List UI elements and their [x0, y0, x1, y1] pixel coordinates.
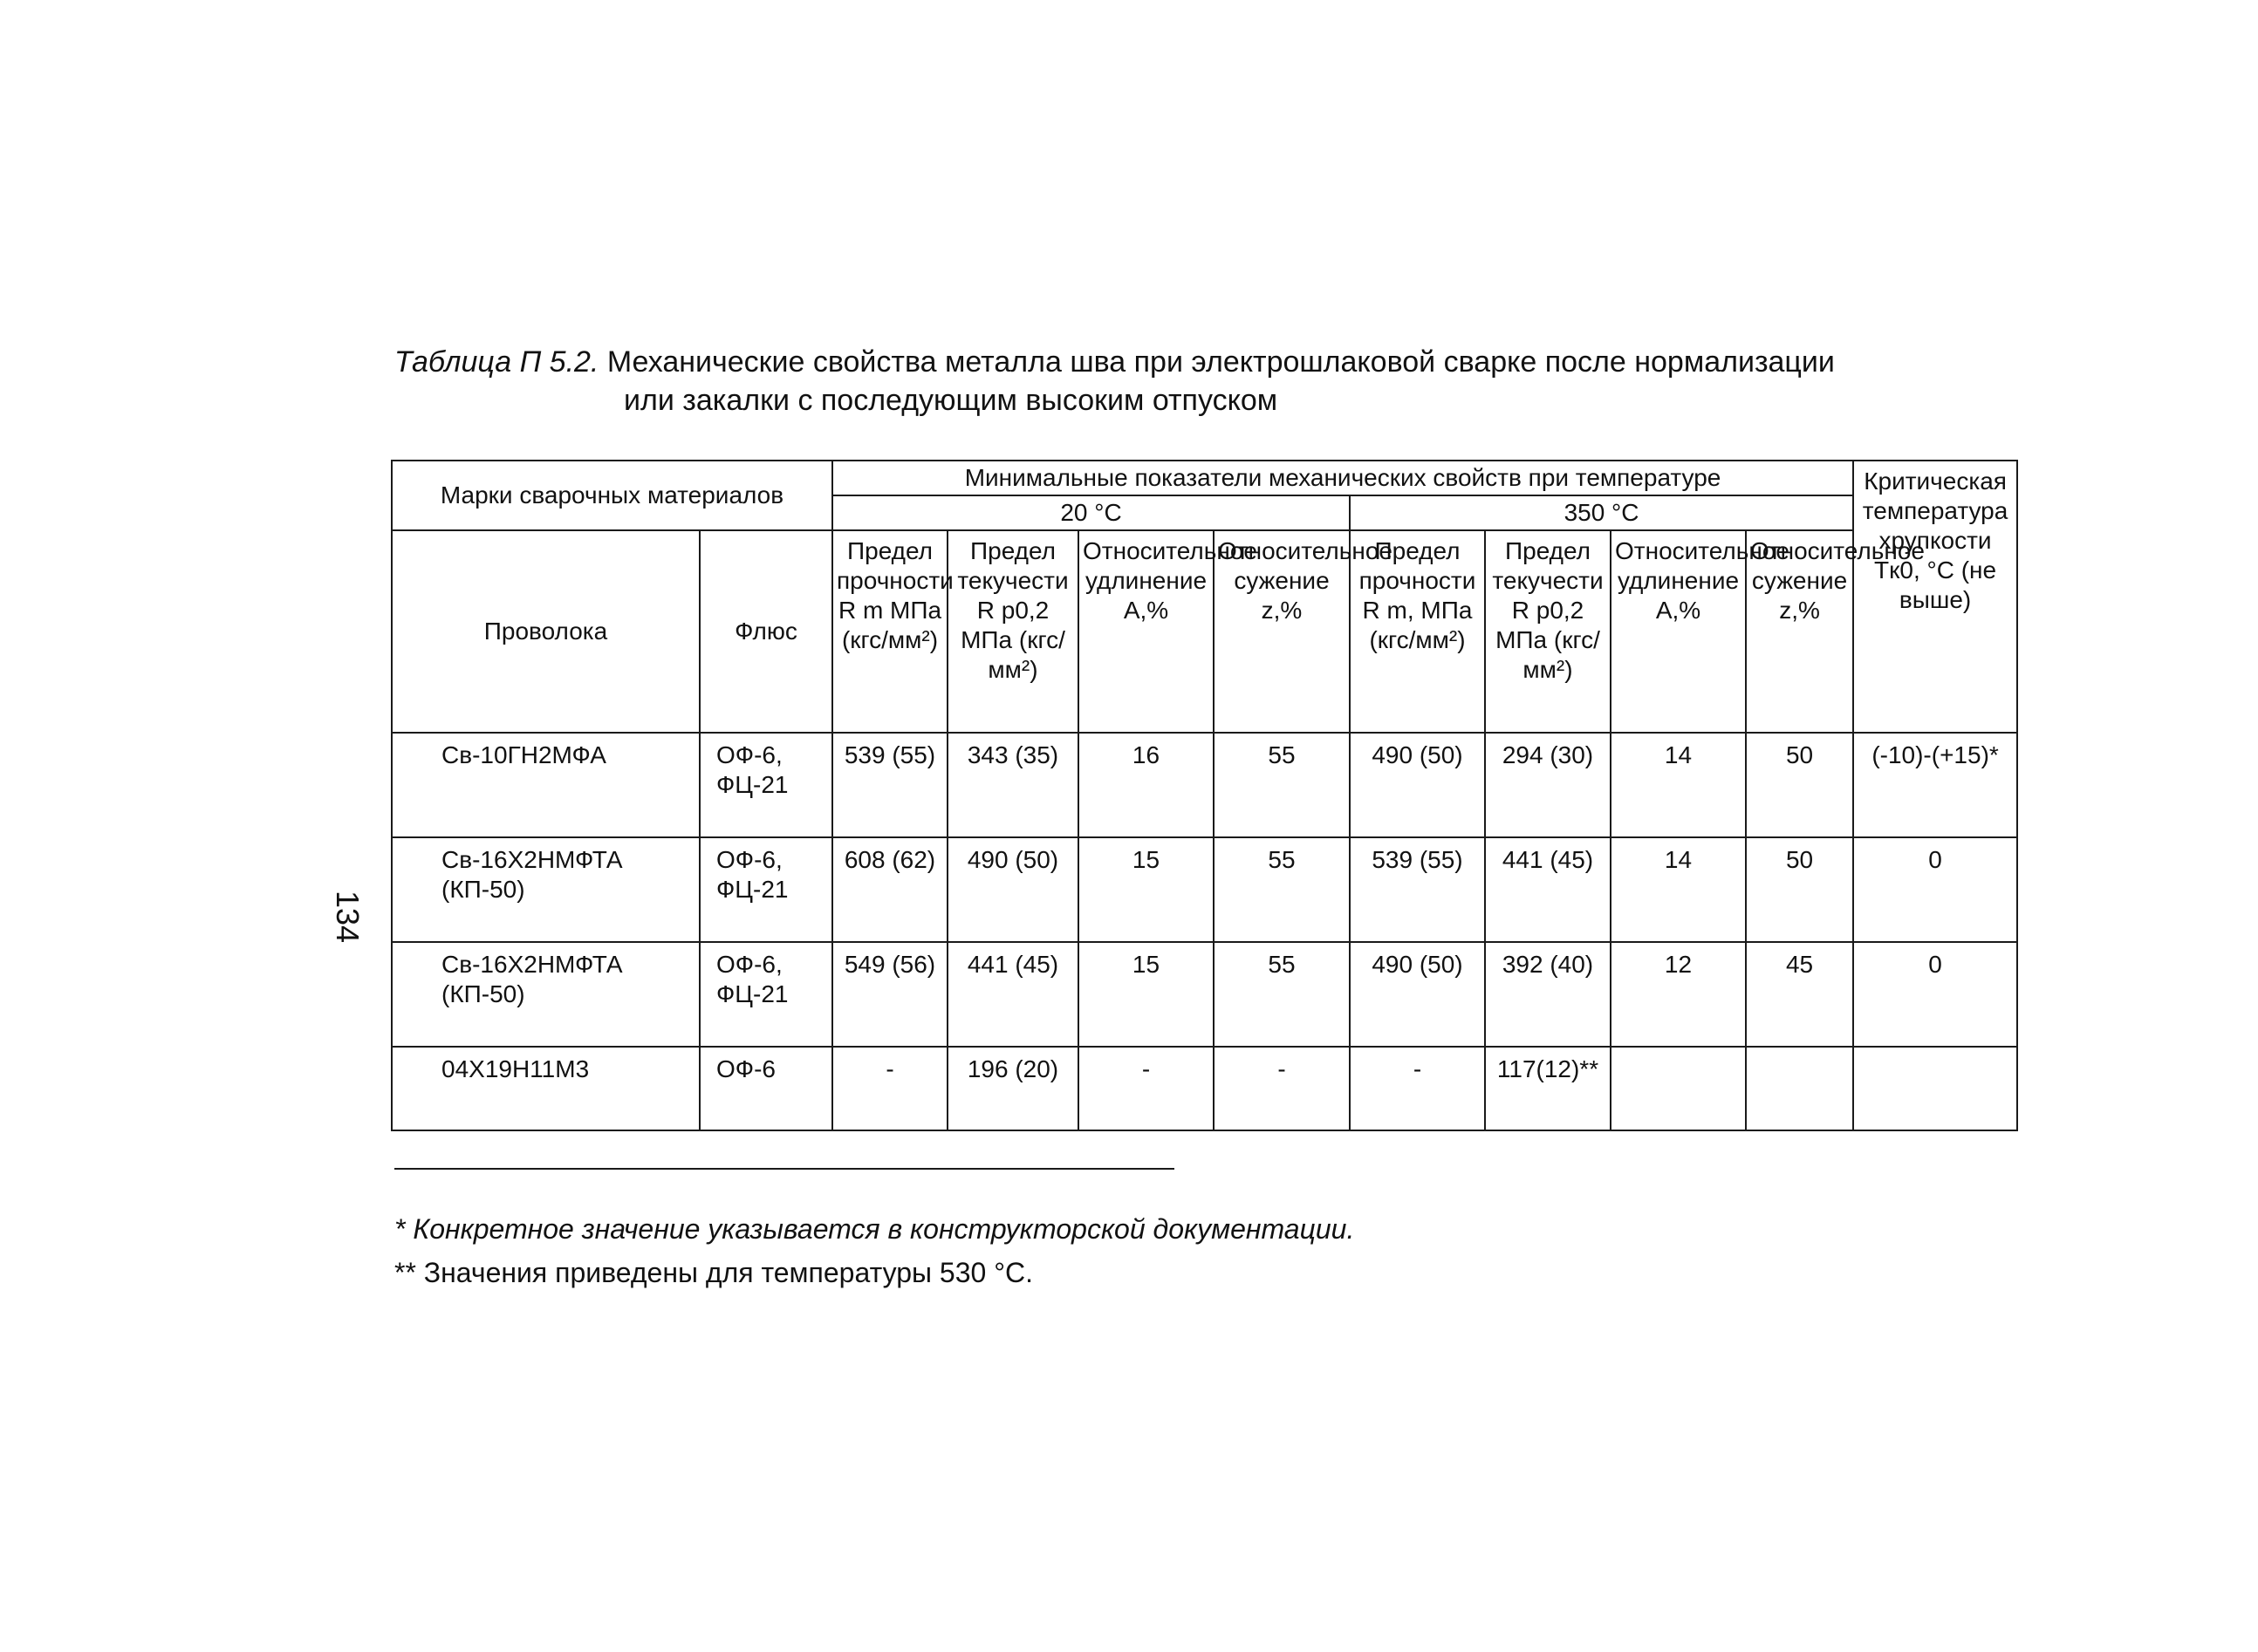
footnote-1: * Конкретное значение указывается в конструкторской документации.: [394, 1213, 1355, 1245]
cell-350-reduction: 50: [1746, 837, 1853, 942]
cell-wire: Св-10ГН2МФА: [392, 733, 700, 837]
cell-350-tensile: 490 (50): [1350, 733, 1485, 837]
cell-350-reduction: 50: [1746, 733, 1853, 837]
table-row: [392, 733, 2017, 837]
col-350-reduction: Относительное сужение z,%: [1746, 530, 1853, 733]
header-temp-350: 350 °C: [1350, 495, 1853, 530]
cell-350-reduction: [1746, 1047, 1853, 1130]
footnote-2: ** Значения приведены для температуры 530 °С.: [394, 1257, 1033, 1288]
cell-critical: [1853, 1047, 2017, 1130]
col-20-yield-strength: Предел текучести R p0,2 МПа (кгс/мм²): [948, 530, 1078, 733]
caption-lead: Таблица П 5.2.: [394, 345, 599, 379]
cell-20-elongation: 16: [1078, 733, 1214, 837]
cell-20-yield: 343 (35): [948, 733, 1078, 837]
cell-flux: ОФ-6: [700, 1047, 832, 1130]
footnotes: [394, 1207, 1703, 1294]
cell-20-tensile: 608 (62): [832, 837, 948, 942]
cell-critical: (-10)-(+15)*: [1853, 733, 2017, 837]
cell-20-reduction: 55: [1214, 733, 1350, 837]
header-temp-20: 20 °C: [832, 495, 1350, 530]
mechanical-properties-table: [391, 460, 2018, 1131]
header-materials: Марки сварочных материалов: [392, 461, 832, 530]
cell-wire: Св-16Х2НМФТА (КП-50): [392, 837, 700, 942]
footnote-divider: [394, 1168, 1174, 1170]
cell-20-tensile: 549 (56): [832, 942, 948, 1047]
cell-20-reduction: -: [1214, 1047, 1350, 1130]
header-min-props: Минимальные показатели механических свойств при температуре: [832, 461, 1853, 495]
cell-20-reduction: 55: [1214, 837, 1350, 942]
cell-350-elongation: 14: [1611, 733, 1746, 837]
table-row: [392, 1047, 2017, 1130]
cell-20-elongation: -: [1078, 1047, 1214, 1130]
cell-critical: 0: [1853, 942, 2017, 1047]
col-flux: Флюс: [700, 530, 832, 733]
col-20-elongation: Относительное удлинение A,%: [1078, 530, 1214, 733]
cell-20-yield: 490 (50): [948, 837, 1078, 942]
cell-350-yield: 392 (40): [1485, 942, 1611, 1047]
cell-350-tensile: -: [1350, 1047, 1485, 1130]
cell-wire: Св-16Х2НМФТА (КП-50): [392, 942, 700, 1047]
cell-350-yield: 117(12)**: [1485, 1047, 1611, 1130]
col-350-elongation: Относительное удлинение A,%: [1611, 530, 1746, 733]
col-wire: Проволока: [392, 530, 700, 733]
cell-20-tensile: 539 (55): [832, 733, 948, 837]
cell-flux: ОФ-6, ФЦ-21: [700, 942, 832, 1047]
col-20-reduction: Относительное сужение z,%: [1214, 530, 1350, 733]
cell-350-tensile: 539 (55): [1350, 837, 1485, 942]
cell-350-tensile: 490 (50): [1350, 942, 1485, 1047]
cell-350-elongation: 12: [1611, 942, 1746, 1047]
header-critical-temperature: Критическая температура хрупкости Tк0, °C (не выше): [1853, 461, 2017, 733]
col-20-tensile-strength: Предел прочности R m МПа (кгс/мм²): [832, 530, 948, 733]
cell-350-reduction: 45: [1746, 942, 1853, 1047]
caption-line2: или закалки с последующим высоким отпуском: [624, 384, 1278, 417]
cell-20-elongation: 15: [1078, 837, 1214, 942]
cell-350-elongation: 14: [1611, 837, 1746, 942]
cell-350-elongation: [1611, 1047, 1746, 1130]
table-row: [392, 837, 2017, 942]
table-caption: [394, 343, 2052, 420]
cell-350-yield: 294 (30): [1485, 733, 1611, 837]
table-row: [392, 942, 2017, 1047]
cell-flux: ОФ-6, ФЦ-21: [700, 837, 832, 942]
cell-20-yield: 196 (20): [948, 1047, 1078, 1130]
cell-20-tensile: -: [832, 1047, 948, 1130]
cell-350-yield: 441 (45): [1485, 837, 1611, 942]
caption-line1: Механические свойства металла шва при электрошлаковой сварке после нормализации: [606, 345, 1835, 379]
cell-20-yield: 441 (45): [948, 942, 1078, 1047]
col-350-tensile-strength: Предел прочности R m, МПа (кгс/мм²): [1350, 530, 1485, 733]
cell-20-elongation: 15: [1078, 942, 1214, 1047]
cell-wire: 04Х19Н11М3: [392, 1047, 700, 1130]
cell-flux: ОФ-6, ФЦ-21: [700, 733, 832, 837]
cell-20-reduction: 55: [1214, 942, 1350, 1047]
cell-critical: 0: [1853, 837, 2017, 942]
col-350-yield-strength: Предел текучести R p0,2 МПа (кгс/мм²): [1485, 530, 1611, 733]
page-number: 134: [330, 890, 366, 944]
